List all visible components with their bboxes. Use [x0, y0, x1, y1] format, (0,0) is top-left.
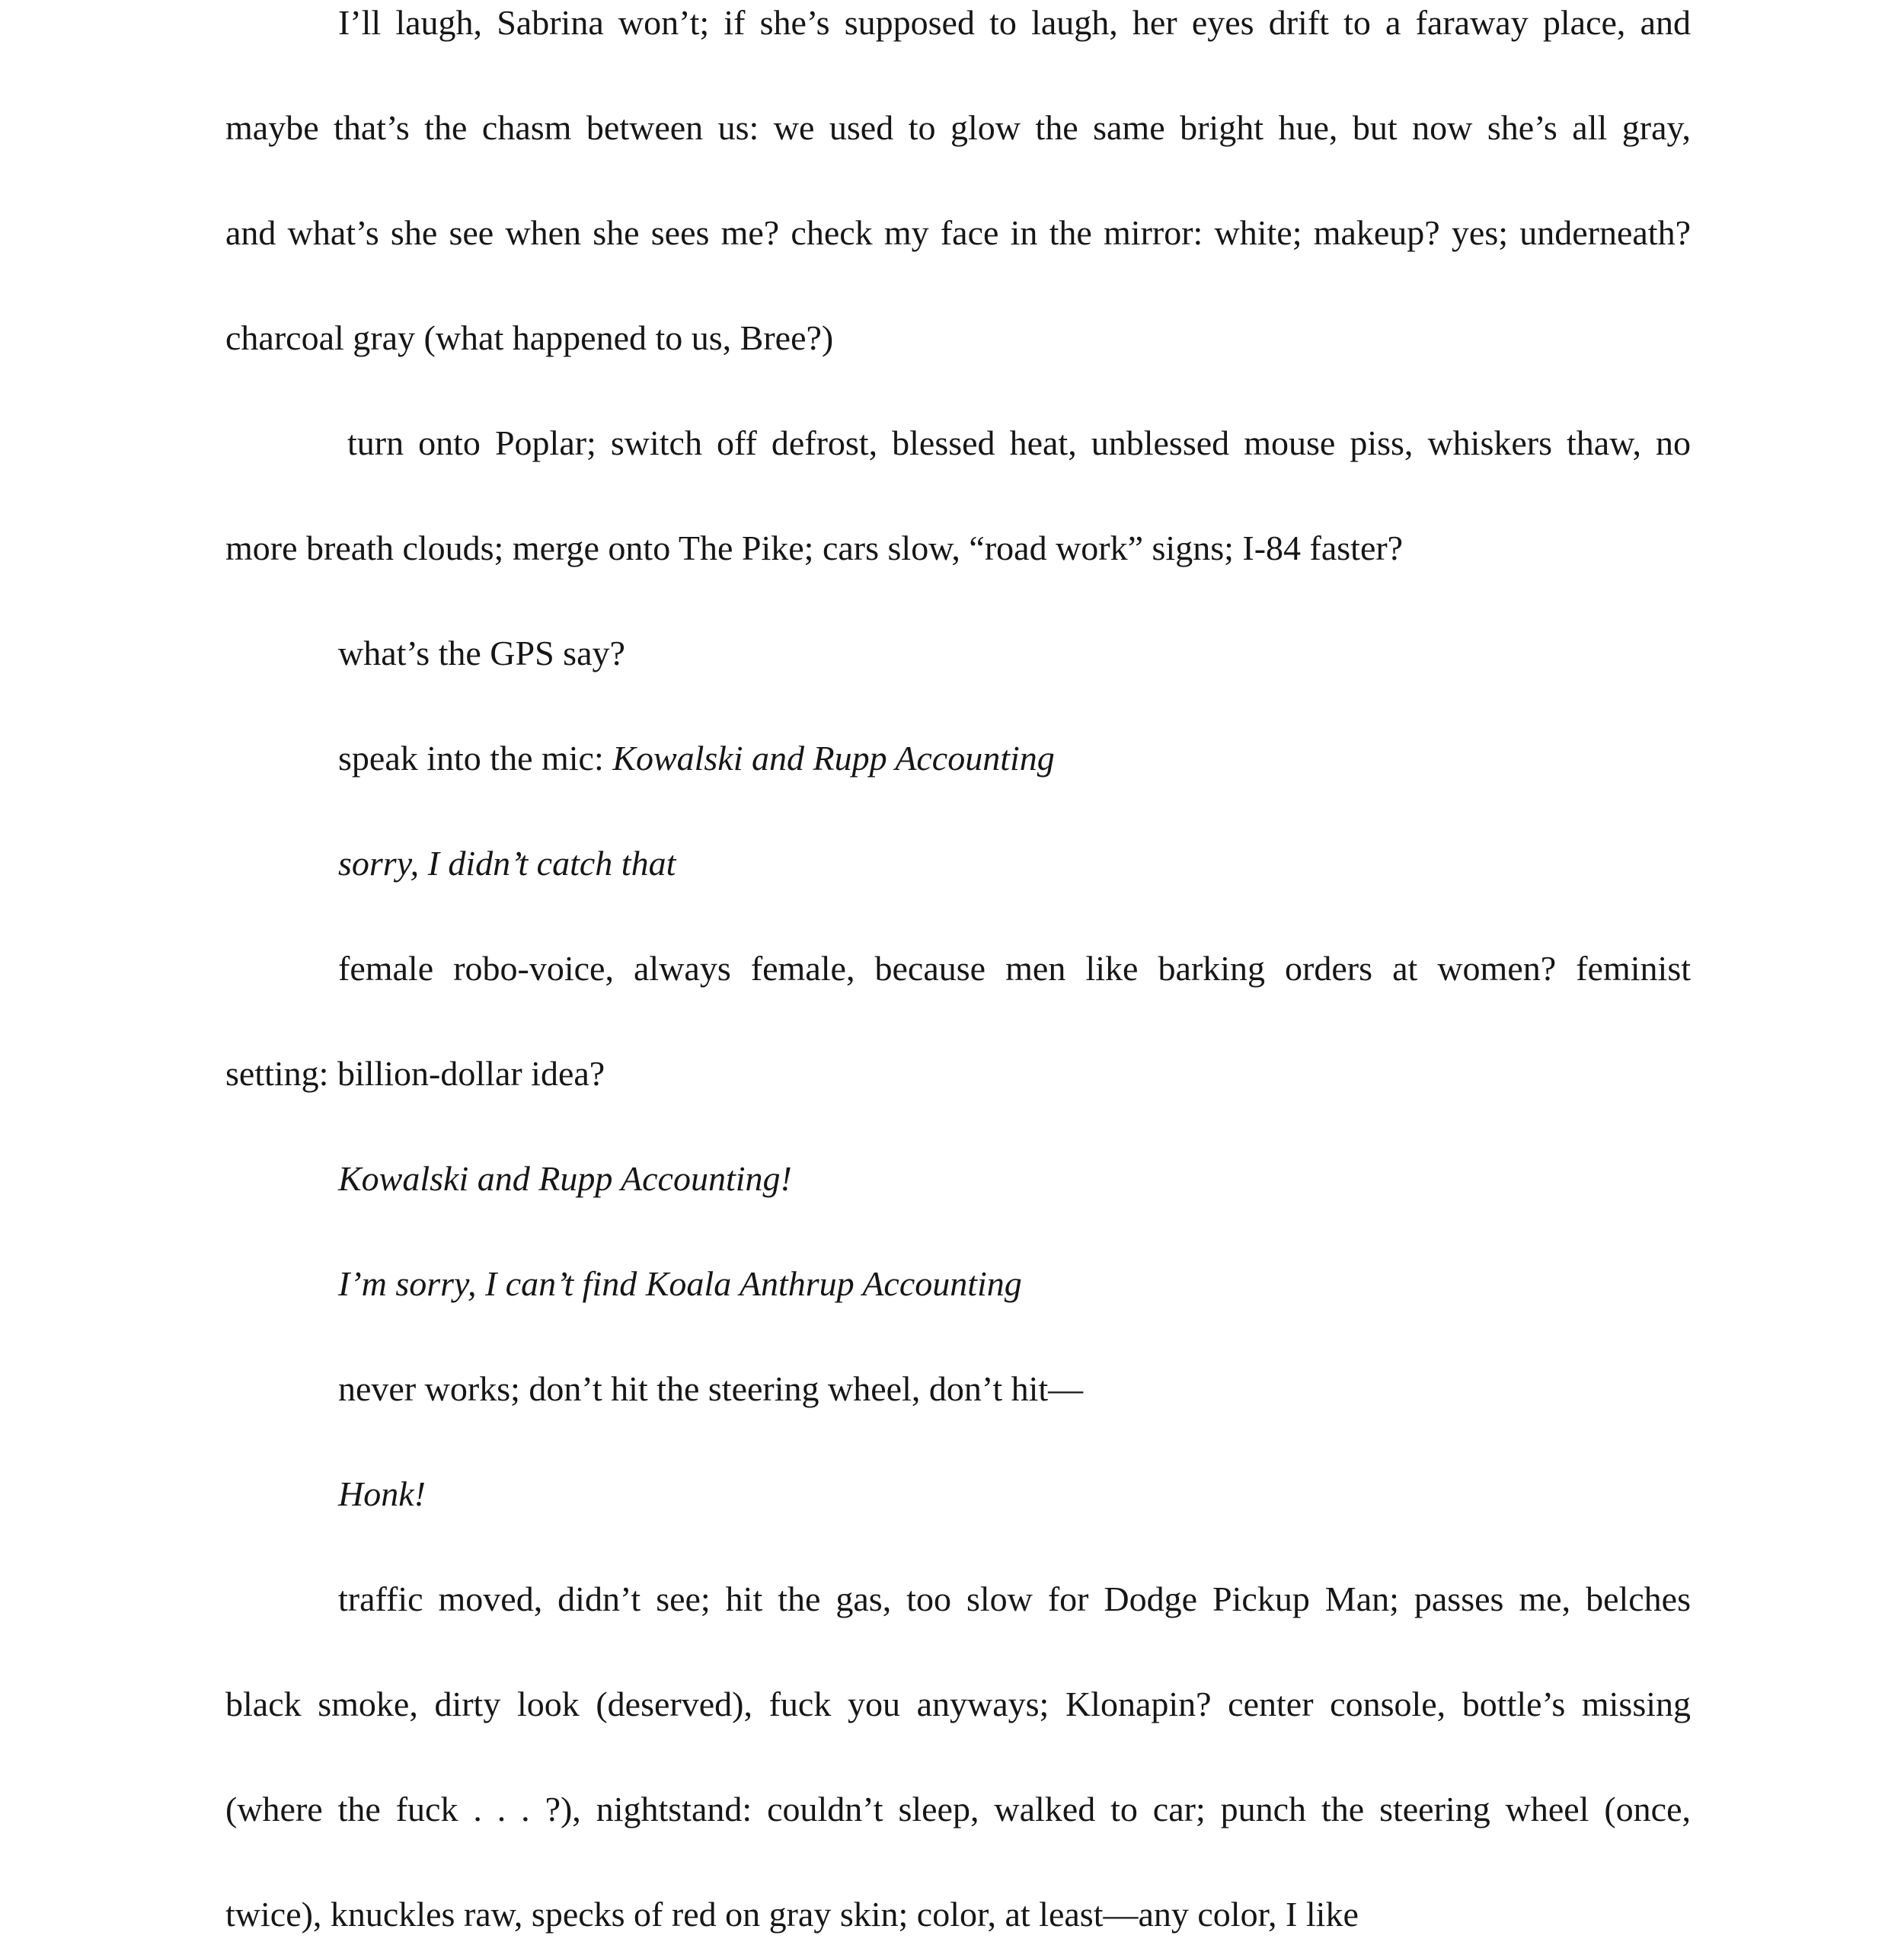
paragraph-1-line-1: I’ll laugh, Sabrina won’t; if she’s supposed to laugh, her eyes drift to a faraway place, and	[338, 3, 1691, 42]
paragraph-1-line-2: maybe that’s the chasm between us: we used to glow the same bright hue, but now she’s all gray,	[225, 108, 1691, 147]
paragraph-1-line-4: charcoal gray (what happened to us, Bree?)	[225, 318, 834, 357]
paragraph-6-line-1: female robo-voice, always female, because men like barking orders at women? feminist	[338, 949, 1691, 988]
gps-reply-1: sorry, I didn’t catch that	[338, 844, 676, 883]
honk-text: Honk!	[338, 1474, 426, 1513]
paragraph-2-line-1: turn onto Poplar; switch off defrost, blessed heat, unblessed mouse piss, whiskers thaw, no	[347, 423, 1691, 462]
paragraph-3-line-1: what’s the GPS say?	[338, 634, 625, 672]
gps-reply-2: I’m sorry, I can’t find Koala Anthrup Accounting	[338, 1264, 1022, 1303]
spoken-destination: Kowalski and Rupp Accounting	[612, 739, 1055, 778]
paragraph-2-line-2: more breath clouds; merge onto The Pike; cars slow, “road work” signs; I-84 faster?	[225, 529, 1404, 567]
paragraph-6-line-2: setting: billion-dollar idea?	[225, 1054, 605, 1093]
paragraph-11-line-2: black smoke, dirty look (deserved), fuck you anyways; Klonapin? center console, bottle’s missing	[225, 1685, 1691, 1723]
paragraph-11-line-1: traffic moved, didn’t see; hit the gas, too slow for Dodge Pickup Man; passes me, belches	[338, 1579, 1691, 1618]
mic-prompt-text: speak into the mic:	[338, 739, 613, 778]
paragraph-4-line-1	[338, 728, 1055, 789]
paragraph-1-line-3: and what’s she see when she sees me? check my face in the mirror: white; makeup? yes; underneath?	[225, 213, 1691, 252]
spoken-destination-repeat: Kowalski and Rupp Accounting!	[338, 1159, 792, 1198]
paragraph-11-line-3: (where the fuck . . . ?), nightstand: couldn’t sleep, walked to car; punch the steering wheel (once,	[225, 1790, 1691, 1828]
paragraph-11-line-4: twice), knuckles raw, specks of red on gray skin; color, at least—any color, I like	[225, 1895, 1359, 1934]
paragraph-9-line-1: never works; don’t hit the steering wheel, don’t hit—	[338, 1369, 1084, 1408]
